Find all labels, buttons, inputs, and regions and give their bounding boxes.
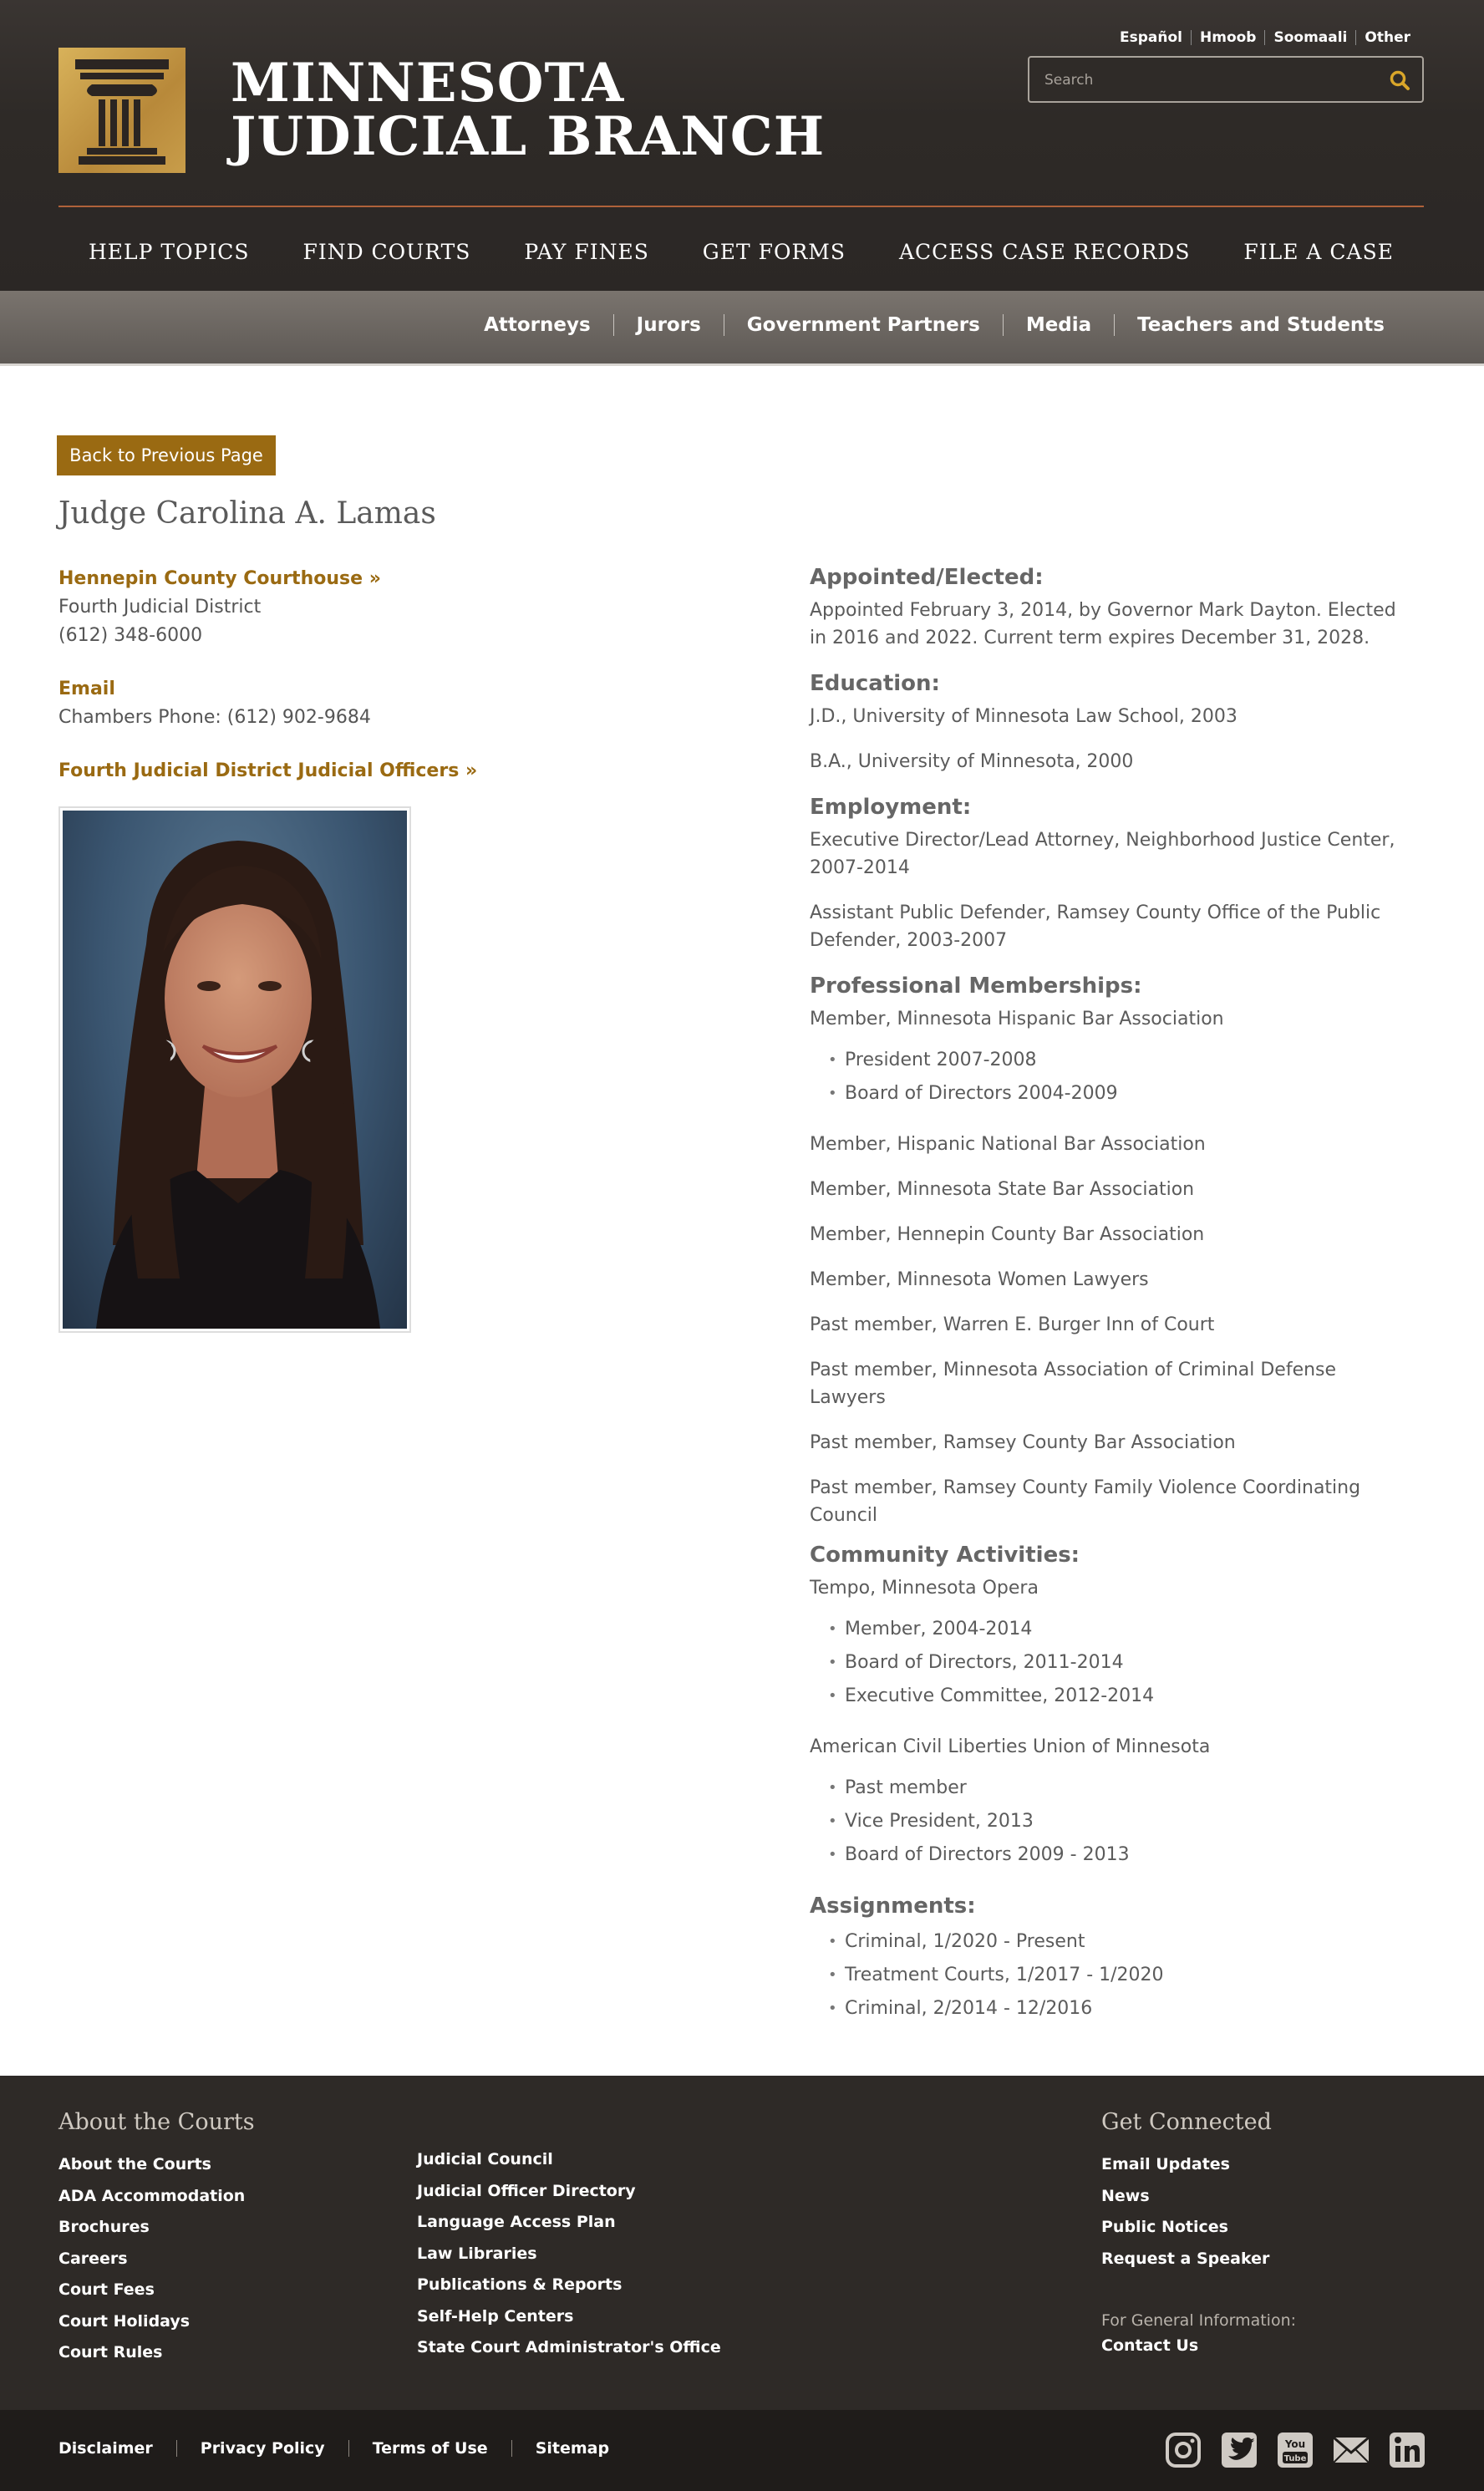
site-footer — [0, 2076, 1484, 2410]
contact-us-link[interactable]: Contact Us — [1101, 2336, 1199, 2355]
nav-get-forms[interactable]: GET FORMS — [702, 239, 846, 264]
list-item: • Vice President, 2013 — [828, 1805, 1411, 1838]
twitter-icon[interactable] — [1219, 2430, 1259, 2470]
subnav-attorneys[interactable]: Attorneys — [484, 314, 591, 336]
footer-link[interactable]: Request a Speaker — [1101, 2249, 1270, 2268]
education-item: J.D., University of Minnesota Law School, 2003 — [810, 706, 1238, 727]
list-item: • Executive Committee, 2012-2014 — [828, 1680, 1411, 1713]
back-to-previous-page-button[interactable]: Back to Previous Page — [57, 435, 276, 475]
assignments-heading: Assignments: — [810, 1894, 976, 1919]
membership-item: Member, Minnesota Women Lawyers — [810, 1269, 1149, 1290]
footer-link[interactable]: Court Rules — [58, 2343, 163, 2361]
community-sublist — [828, 1613, 1411, 1713]
search-icon[interactable] — [1389, 69, 1410, 94]
main-nav — [58, 216, 1424, 287]
footer-links-col2 — [417, 2144, 721, 2364]
list-item: • Member, 2004-2014 — [828, 1613, 1411, 1646]
svg-text:Tube: Tube — [1283, 2454, 1307, 2463]
email-link[interactable]: Email — [58, 679, 115, 699]
search-box — [1028, 56, 1424, 103]
appointed-heading: Appointed/Elected: — [810, 565, 1044, 590]
membership-item: Past member, Warren E. Burger Inn of Court — [810, 1314, 1215, 1335]
footer-link[interactable]: Law Libraries — [417, 2244, 537, 2263]
footer-link[interactable]: Court Holidays — [58, 2311, 191, 2331]
footer-link[interactable]: Language Access Plan — [417, 2213, 616, 2231]
membership-item: Member, Minnesota Hispanic Bar Association — [810, 1009, 1224, 1029]
list-item: • Board of Directors, 2011-2014 — [828, 1646, 1411, 1680]
courthouse-link[interactable]: Hennepin County Courthouse » — [58, 568, 381, 589]
nav-access-case-records[interactable]: ACCESS CASE RECORDS — [898, 239, 1191, 264]
linkedin-icon[interactable] — [1387, 2430, 1427, 2470]
general-info-label: For General Information: — [1101, 2311, 1297, 2330]
membership-item: Past member, Ramsey County Bar Association — [810, 1432, 1236, 1453]
footer-link[interactable]: About the Courts — [58, 2155, 211, 2173]
instagram-icon[interactable] — [1163, 2430, 1203, 2470]
footer-link[interactable]: Self-Help Centers — [417, 2306, 574, 2326]
disclaimer-link[interactable]: Disclaimer — [58, 2439, 153, 2458]
membership-item: Past member, Minnesota Association of Criminal Defense Lawyers — [810, 1360, 1337, 1408]
nav-pay-fines[interactable]: PAY FINES — [524, 239, 649, 264]
footer-link[interactable]: Careers — [58, 2249, 128, 2268]
memberships-heading: Professional Memberships: — [810, 974, 1142, 999]
footer-link[interactable]: Court Fees — [58, 2280, 155, 2299]
judicial-officers-link[interactable]: Fourth Judicial District Judicial Officers » — [58, 760, 478, 781]
appointed-text: Appointed February 3, 2014, by Governor Mark Dayton. Elected in 2016 and 2022. Current term expires December 31, 2028. — [810, 600, 1396, 648]
community-org: Tempo, Minnesota Opera — [810, 1578, 1039, 1599]
audience-nav — [0, 291, 1484, 366]
district-text: Fourth Judicial District — [58, 597, 262, 618]
judge-portrait — [58, 806, 411, 1333]
footer-link[interactable]: Email Updates — [1101, 2155, 1230, 2173]
logo-wordmark — [231, 52, 826, 168]
logo-line-1: MINNESOTA — [231, 52, 625, 114]
community-org: American Civil Liberties Union of Minnesota — [810, 1736, 1211, 1757]
subnav-teachers-and-students[interactable]: Teachers and Students — [1114, 314, 1407, 336]
courthouse-phone: (612) 348-6000 — [58, 625, 203, 646]
footer-link[interactable]: Judicial Officer Directory — [417, 2181, 636, 2200]
list-item: • Criminal, 2/2014 - 12/2016 — [828, 1992, 1411, 2026]
employment-item: Assistant Public Defender, Ramsey County Office of the Public Defender, 2003-2007 — [810, 902, 1381, 951]
membership-item: Past member, Ramsey County Family Violence Coordinating Council — [810, 1477, 1361, 1526]
nav-file-a-case[interactable]: FILE A CASE — [1243, 239, 1394, 264]
footer-about-heading: About the Courts — [58, 2109, 255, 2135]
nav-find-courts[interactable]: FIND COURTS — [302, 239, 471, 264]
footer-link[interactable]: News — [1101, 2186, 1150, 2205]
list-item: • Board of Directors 2004-2009 — [828, 1077, 1411, 1111]
language-link-other[interactable]: Other — [1355, 30, 1419, 45]
nav-help-topics[interactable]: HELP TOPICS — [89, 239, 250, 264]
footer-link[interactable]: State Court Administrator's Office — [417, 2338, 721, 2356]
social-links — [1163, 2430, 1443, 2470]
footer-link[interactable]: Judicial Council — [417, 2150, 553, 2168]
page-title: Judge Carolina A. Lamas — [58, 496, 436, 531]
chambers-phone: Chambers Phone: (612) 902-9684 — [58, 707, 371, 728]
contact-us-wrapper — [1101, 2331, 1198, 2362]
education-heading: Education: — [810, 671, 940, 696]
youtube-icon[interactable] — [1275, 2430, 1315, 2470]
footer-link[interactable]: Public Notices — [1101, 2218, 1228, 2236]
footer-link[interactable]: ADA Accommodation — [58, 2186, 246, 2205]
footer-links-col3 — [1101, 2149, 1269, 2275]
logo-line-2: JUDICIAL BRANCH — [231, 105, 826, 168]
employment-heading: Employment: — [810, 795, 972, 820]
list-item: • Board of Directors 2009 - 2013 — [828, 1838, 1411, 1872]
site-header — [0, 0, 1484, 291]
list-item: • Past member — [828, 1772, 1411, 1805]
legal-links — [58, 2440, 633, 2457]
language-link-espanol[interactable]: Español — [1120, 29, 1182, 46]
membership-item: Member, Hispanic National Bar Association — [810, 1134, 1206, 1155]
membership-sublist — [828, 1044, 1411, 1111]
email-icon[interactable] — [1331, 2430, 1371, 2470]
footer-links-col1 — [58, 2149, 245, 2369]
community-sublist — [828, 1772, 1411, 1872]
membership-item: Member, Hennepin County Bar Association — [810, 1224, 1205, 1245]
community-heading: Community Activities: — [810, 1543, 1080, 1568]
privacy-policy-link[interactable]: Privacy Policy — [176, 2440, 348, 2457]
judge-biography — [810, 563, 1411, 2046]
footer-connected-heading: Get Connected — [1101, 2109, 1272, 2135]
legal-bar — [0, 2410, 1484, 2491]
language-links — [1111, 30, 1419, 45]
footer-link[interactable]: Brochures — [58, 2218, 150, 2236]
courthouse-pillar-icon — [58, 48, 186, 173]
employment-item: Executive Director/Lead Attorney, Neighborhood Justice Center, 2007-2014 — [810, 830, 1395, 878]
language-link-hmoob[interactable]: Hmoob — [1191, 30, 1264, 45]
sitemap-link[interactable]: Sitemap — [511, 2440, 633, 2457]
education-item: B.A., University of Minnesota, 2000 — [810, 751, 1134, 772]
list-item: • Treatment Courts, 1/2017 - 1/2020 — [828, 1959, 1411, 1992]
language-link-soomaali[interactable]: Soomaali — [1264, 30, 1355, 45]
footer-link[interactable]: Publications & Reports — [417, 2275, 623, 2294]
header-divider — [58, 206, 1424, 207]
list-item: • Criminal, 1/2020 - Present — [828, 1925, 1411, 1959]
site-logo[interactable] — [58, 48, 825, 173]
subnav-media[interactable]: Media — [1003, 314, 1114, 336]
membership-item: Member, Minnesota State Bar Association — [810, 1179, 1195, 1200]
subnav-government-partners[interactable]: Government Partners — [724, 314, 1003, 336]
search-input[interactable] — [1044, 68, 1379, 93]
svg-text:You: You — [1284, 2438, 1306, 2450]
terms-of-use-link[interactable]: Terms of Use — [348, 2440, 511, 2457]
assignments-list — [828, 1925, 1411, 2026]
list-item: • President 2007-2008 — [828, 1044, 1411, 1077]
contact-info — [58, 565, 727, 811]
subnav-jurors[interactable]: Jurors — [613, 314, 724, 336]
